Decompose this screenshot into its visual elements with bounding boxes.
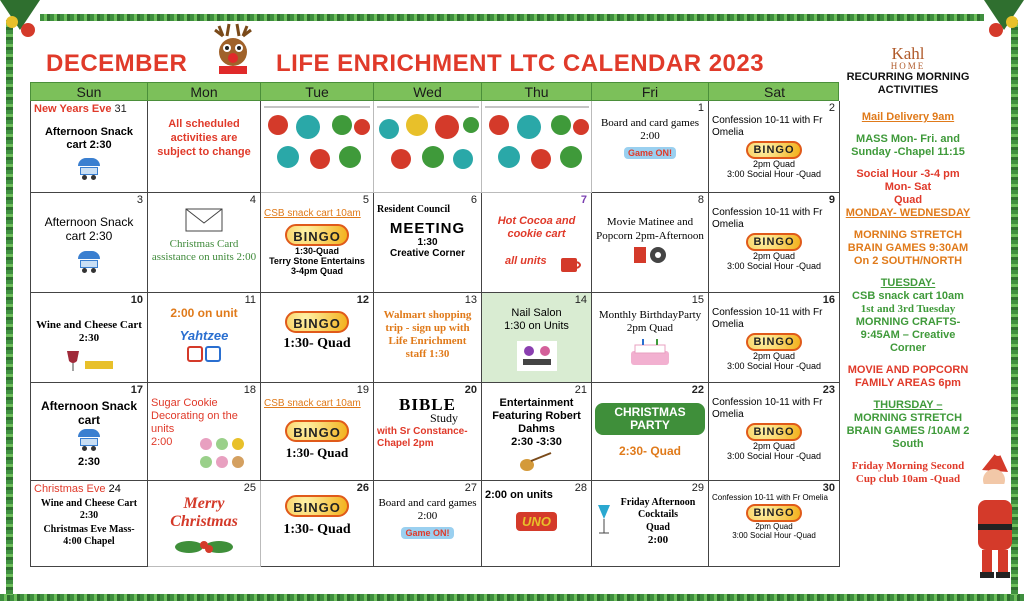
- day-cell: [31, 193, 148, 293]
- day-number: 28: [574, 482, 587, 494]
- day-cell: [709, 101, 840, 193]
- recurring-item: MONDAY- WEDNESDAY: [845, 207, 971, 219]
- recurring-item: THURSDAY –: [873, 399, 943, 411]
- day-cell: [148, 193, 261, 293]
- day-cell: [482, 193, 592, 293]
- event-text: 2:00 on unit: [170, 306, 238, 320]
- recurring-item: CSB snack cart 10am: [852, 290, 964, 302]
- garland-top: [40, 14, 984, 21]
- santa-icon: [968, 450, 1020, 580]
- event-text: Afternoon Snack cart: [40, 399, 137, 427]
- event-text: Confession 10-11 with Fr Omelia: [712, 115, 823, 138]
- holly-ornament-icon: [964, 0, 1024, 40]
- event-time: 3:00 Social Hour -Quad: [726, 261, 822, 271]
- study-image: Study: [429, 411, 458, 425]
- ornaments-icon: [264, 103, 370, 183]
- guitar-icon: [517, 451, 557, 473]
- dice-icon: [184, 343, 224, 365]
- event-time: 1:30- Quad: [285, 445, 349, 460]
- event-time: 3:00 Social Hour -Quad: [726, 169, 822, 179]
- event-text: Sugar Cookie Decorating on the units: [151, 397, 238, 435]
- event-text: Entertainment Featuring Robert Dahms: [492, 397, 581, 435]
- title-month: DECEMBER: [46, 50, 188, 77]
- recurring-item: MORNING CRAFTS- 9:45AM – Creative Corner: [855, 316, 961, 354]
- day-number: 23: [822, 384, 835, 396]
- event-time: 3:00 Social Hour -Quad: [726, 451, 822, 461]
- bingo-badge: BINGO: [746, 233, 801, 251]
- day-cell: [482, 383, 592, 481]
- event-text: Confession 10-11 with Fr Omelia: [712, 207, 823, 230]
- day-cell: [261, 481, 374, 567]
- event-text: Movie Matinee and Popcorn 2pm-Afternoon: [596, 216, 704, 242]
- day-number: 7: [580, 194, 587, 206]
- day-cell: [148, 383, 261, 481]
- recurring-item: 1st and 3rd Tuesday: [860, 303, 956, 315]
- day-number: 19: [356, 384, 369, 396]
- recurring-item: MASS Mon- Fri. and Sunday -Chapel 11:15: [851, 133, 965, 158]
- bingo-badge: BINGO: [285, 495, 349, 517]
- day-cell: [261, 193, 374, 293]
- game-on-image: Game ON!: [624, 147, 676, 159]
- day-number: 16: [822, 294, 835, 306]
- garland-bottom: [0, 594, 1024, 601]
- day-cell: [31, 481, 148, 567]
- bingo-badge: BINGO: [285, 420, 349, 442]
- event-text: CSB snack cart 10am: [264, 398, 361, 409]
- day-number: 20: [464, 384, 477, 396]
- day-number: 6: [470, 194, 477, 206]
- recurring-item: MORNING STRETCH BRAIN GAMES 9:30AM On 2 SOUTH/NORTH: [847, 229, 969, 267]
- day-cell: [592, 383, 709, 481]
- event-text: Confession 10-11 with Fr Omelia: [712, 397, 823, 420]
- day-number: 2: [828, 102, 835, 114]
- day-cell: [31, 293, 148, 383]
- event-time: 1:30 on Units: [504, 320, 569, 332]
- panel-heading: RECURRING MORNING ACTIVITIES: [846, 71, 970, 96]
- snack-cart-icon: [76, 429, 102, 451]
- day-cell: [482, 481, 592, 567]
- event-time: 3:00 Social Hour -Quad: [726, 361, 822, 371]
- bingo-badge: BINGO: [285, 224, 349, 246]
- day-cell: [592, 481, 709, 567]
- day-number: 17: [130, 384, 143, 396]
- event-time: 2:30: [77, 456, 101, 468]
- day-cell-empty: [261, 101, 374, 193]
- event-time: 2pm Quad: [752, 159, 796, 169]
- event-text: Nail Salon: [511, 307, 562, 319]
- day-number: 30: [822, 482, 835, 494]
- event-text: Confession 10-11 with Fr Omelia: [712, 493, 828, 502]
- day-number: 8: [697, 194, 704, 206]
- day-cell: [261, 293, 374, 383]
- event-text: Wine and Cheese Cart 2:30: [40, 498, 138, 521]
- weekday-sat: Sat: [763, 84, 785, 100]
- day-cell-empty: [482, 101, 592, 193]
- event-text: Monthly BirthdayParty 2pm Quad: [598, 309, 702, 334]
- day-number: 4: [249, 194, 256, 206]
- bingo-badge: BINGO: [746, 423, 801, 441]
- day-number: 25: [243, 482, 256, 494]
- event-time: 2pm Quad: [755, 522, 793, 531]
- day-number: 29: [691, 482, 704, 494]
- day-cell: [709, 293, 840, 383]
- day-cell: [374, 293, 482, 383]
- day-cell: [31, 101, 148, 193]
- bingo-badge: BINGO: [746, 333, 801, 351]
- reindeer-icon: [205, 22, 261, 80]
- christmas-party-image: CHRISTMAS PARTY: [595, 403, 705, 435]
- event-time: 2:30- Quad: [618, 444, 681, 458]
- holly-ornament-icon: [0, 0, 60, 40]
- event-text: Confession 10-11 with Fr Omelia: [712, 307, 823, 330]
- nail-salon-icon: [517, 341, 557, 371]
- event-time: 2:00: [151, 436, 173, 448]
- event-time: 1:30-Quad: [294, 246, 339, 256]
- event-text: Terry Stone Entertains 3-4pm Quad: [269, 256, 365, 276]
- day-number: 11: [244, 294, 256, 306]
- garland-left: [6, 20, 13, 595]
- event-text: Afternoon Snack cart 2:30: [44, 126, 133, 151]
- snack-cart-icon: [76, 158, 102, 180]
- event-time: 3:00 Social Hour -Quad: [732, 531, 816, 540]
- event-text: Board and card games 2:00: [600, 117, 700, 142]
- page-title: [46, 50, 816, 80]
- weekday-header: [30, 82, 839, 101]
- event-text: CSB snack cart 10am: [264, 208, 361, 219]
- day-cell: [148, 101, 261, 193]
- day-number: 15: [691, 294, 704, 306]
- snack-cart-icon: [76, 251, 102, 273]
- popcorn-film-icon: [630, 243, 670, 265]
- day-number: 9: [828, 194, 835, 206]
- day-number: 27: [464, 482, 477, 494]
- day-cell: [592, 293, 709, 383]
- calendar-grid: [30, 101, 839, 567]
- weekday-tue: Tue: [261, 83, 374, 101]
- recurring-item: MOVIE AND POPCORN FAMILY AREAS 6pm: [847, 364, 969, 389]
- wine-glass-icon: [61, 349, 117, 373]
- weekday-mon: Mon: [148, 83, 261, 101]
- day-number: 18: [243, 384, 256, 396]
- event-text: Board and card games 2:00: [378, 497, 477, 522]
- uno-image: UNO: [516, 512, 557, 531]
- event-time: 1:30- Quad: [283, 336, 351, 351]
- day-cell: [374, 383, 482, 481]
- ornaments-icon: [485, 103, 589, 183]
- bingo-badge: BINGO: [746, 141, 801, 159]
- event-label: New Years Eve 31: [34, 103, 127, 115]
- day-cell: [374, 193, 482, 293]
- event-time: 1:30- Quad: [283, 522, 351, 537]
- day-number: 1: [697, 102, 704, 114]
- meeting-image: MEETING: [389, 220, 466, 237]
- day-cell: [592, 101, 709, 193]
- day-number: 26: [356, 482, 369, 494]
- weekday-fri: Fri: [592, 83, 709, 101]
- day-number: 3: [136, 194, 143, 206]
- day-number: 10: [130, 294, 143, 306]
- day-number: 5: [362, 194, 369, 206]
- event-text: Wine and Cheese Cart 2:30: [36, 319, 142, 344]
- event-text: Walmart shopping trip - sign up with Life Enrichment staff 1:30: [383, 309, 472, 360]
- day-number: 21: [574, 384, 587, 396]
- day-cell: [261, 383, 374, 481]
- event-location: Quad: [646, 522, 670, 533]
- recurring-activities-panel: [843, 44, 973, 495]
- event-time: 1:30: [417, 237, 438, 248]
- day-cell: [709, 481, 840, 567]
- event-time: 2:00: [647, 534, 669, 546]
- weekday-thu: Thu: [482, 83, 592, 101]
- merry-christmas-image: Merry Christmas: [170, 495, 238, 530]
- day-cell: [592, 193, 709, 293]
- day-cell: [374, 481, 482, 567]
- day-cell: [709, 383, 840, 481]
- bingo-badge: BINGO: [746, 504, 801, 522]
- day-number: 14: [574, 294, 587, 306]
- cocktail-icon: [596, 503, 612, 537]
- holly-icon: [159, 531, 249, 561]
- event-text: with Sr Constance- Chapel 2pm: [377, 426, 468, 449]
- event-location: Creative Corner: [389, 248, 466, 259]
- recurring-item: TUESDAY-: [880, 277, 936, 289]
- event-text: Friday Afternoon Cocktails: [620, 497, 696, 520]
- title-text: LIFE ENRICHMENT LTC CALENDAR 2023: [276, 50, 765, 77]
- event-time: 2pm Quad: [752, 251, 796, 261]
- event-text: Christmas Card assistance on units 2:00: [151, 238, 257, 263]
- envelope-icon: [184, 203, 224, 233]
- game-on-image: Game ON!: [401, 527, 453, 539]
- recurring-item: Friday Morning Second Cup club 10am -Quad: [851, 460, 965, 485]
- bingo-badge: BINGO: [285, 311, 349, 333]
- event-text: Resident Council: [377, 204, 451, 215]
- event-location: all units: [505, 255, 547, 267]
- recurring-item: Social Hour -3-4 pm Mon- Sat: [856, 168, 960, 193]
- day-cell: [148, 293, 261, 383]
- cocoa-mug-icon: [559, 254, 583, 274]
- event-text: Afternoon Snack cart 2:30: [44, 215, 134, 243]
- day-cell: [482, 293, 592, 383]
- recurring-item: Mail Delivery 9am: [861, 111, 955, 123]
- bible-image: BIBLE: [399, 395, 456, 414]
- event-text: Christmas Eve Mass- 4:00 Chapel: [43, 524, 135, 547]
- day-cell: [709, 193, 840, 293]
- weekday-wed: Wed: [374, 83, 482, 101]
- day-cell: [148, 481, 261, 567]
- day-number: 13: [464, 294, 477, 306]
- calendar: [30, 82, 839, 567]
- event-time: 2pm Quad: [752, 441, 796, 451]
- day-number: 22: [691, 384, 704, 396]
- recurring-item: Quad: [893, 194, 923, 206]
- kahl-home-logo: Kahl HOME: [890, 44, 926, 71]
- day-cell-empty: [374, 101, 482, 193]
- event-time: 2pm Quad: [752, 351, 796, 361]
- birthday-cake-icon: [625, 337, 675, 367]
- event-time: 2:30 -3:30: [511, 436, 562, 448]
- event-label: Christmas Eve 24: [34, 483, 121, 495]
- recurring-item: MORNING STRETCH BRAIN GAMES /10AM 2 South: [846, 412, 970, 450]
- ornaments-icon: [377, 103, 479, 183]
- day-number: 12: [356, 294, 369, 306]
- yahtzee-image: Yahtzee: [179, 328, 229, 343]
- event-text: 2:00 on units: [485, 489, 553, 501]
- cookies-icon: [196, 434, 256, 474]
- notice-text: All scheduled activities are subject to change: [157, 118, 251, 158]
- weekday-sun: Sun: [31, 83, 148, 101]
- day-cell: [31, 383, 148, 481]
- event-text: Hot Cocoa and cookie cart: [497, 215, 576, 240]
